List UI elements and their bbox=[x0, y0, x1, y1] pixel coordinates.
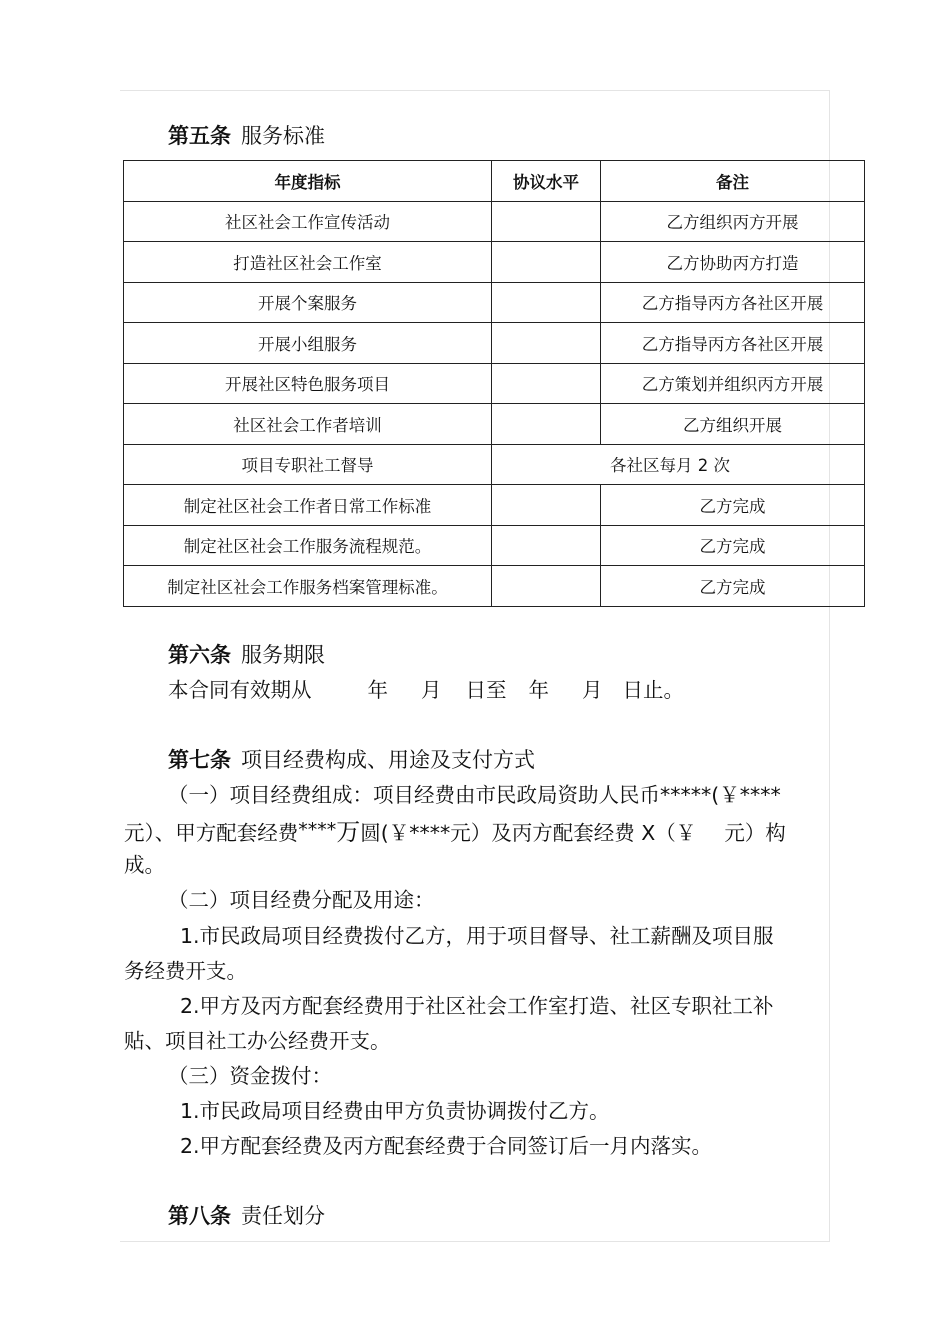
funding-line-6: 务经费开支。 bbox=[124, 959, 247, 983]
level-cell bbox=[492, 525, 601, 566]
level-cell bbox=[492, 485, 601, 526]
note-cell: 乙方组织开展 bbox=[601, 404, 865, 445]
funding-line-7: 2.甲方及丙方配套经费用于社区社会工作室打造、社区专职社工补 bbox=[180, 994, 774, 1018]
note-cell: 乙方策划并组织丙方开展 bbox=[601, 363, 865, 404]
funding-text: 元）、甲方配套经费 bbox=[124, 821, 299, 845]
level-cell bbox=[492, 282, 601, 323]
funding-line-4: （二）项目经费分配及用途： bbox=[168, 888, 435, 912]
article-title: 项目经费构成、用途及支付方式 bbox=[241, 748, 535, 772]
indicator-cell: 社区社会工作宣传活动 bbox=[124, 201, 492, 242]
note-cell: 乙方协助丙方打造 bbox=[601, 242, 865, 283]
funding-line-9: （三）资金拨付： bbox=[168, 1064, 332, 1088]
funding-line-2 bbox=[124, 816, 786, 847]
note-cell: 乙方完成 bbox=[601, 525, 865, 566]
term-year: 年 bbox=[367, 678, 388, 702]
article-8-heading bbox=[168, 1202, 325, 1230]
header-note: 备注 bbox=[601, 161, 865, 202]
note-cell: 乙方完成 bbox=[601, 566, 865, 607]
indicator-cell: 制定社区社会工作服务档案管理标准。 bbox=[124, 566, 492, 607]
funding-line-10: 1.市民政局项目经费由甲方负责协调拨付乙方。 bbox=[180, 1099, 610, 1123]
table-row bbox=[124, 566, 865, 607]
term-end: 日止。 bbox=[622, 678, 684, 702]
note-cell: 乙方组织丙方开展 bbox=[601, 201, 865, 242]
term-month: 月 bbox=[421, 678, 442, 702]
term-day-to: 日至 bbox=[465, 678, 507, 702]
article-number: 第八条 bbox=[168, 1204, 231, 1228]
funding-stars: **** bbox=[298, 819, 337, 841]
header-indicator: 年度指标 bbox=[124, 161, 492, 202]
note-cell: 乙方指导丙方各社区开展 bbox=[601, 323, 865, 364]
table-row bbox=[124, 525, 865, 566]
level-cell bbox=[492, 566, 601, 607]
note-cell: 乙方指导丙方各社区开展 bbox=[601, 282, 865, 323]
funding-line-1: （一）项目经费组成：项目经费由市民政局资助人民币*****(￥**** bbox=[168, 783, 781, 807]
indicator-cell: 制定社区社会工作者日常工作标准 bbox=[124, 485, 492, 526]
funding-line-3: 成。 bbox=[124, 853, 165, 877]
header-level: 协议水平 bbox=[492, 161, 601, 202]
merged-level-cell: 各社区每月 2 次 bbox=[492, 444, 865, 485]
funding-line-11: 2.甲方配套经费及丙方配套经费于合同签订后一月内落实。 bbox=[180, 1134, 713, 1158]
table-row bbox=[124, 444, 865, 485]
table-header-row bbox=[124, 161, 865, 202]
service-standard-table bbox=[123, 160, 865, 607]
table-row bbox=[124, 363, 865, 404]
article-6-heading bbox=[168, 641, 325, 669]
funding-line-5: 1.市民政局项目经费拨付乙方，用于项目督导、社工薪酬及项目服 bbox=[180, 924, 774, 948]
article-5-heading bbox=[168, 122, 325, 150]
indicator-cell: 开展个案服务 bbox=[124, 282, 492, 323]
term-prefix: 本合同有效期从 bbox=[168, 678, 312, 702]
indicator-cell: 项目专职社工督导 bbox=[124, 444, 492, 485]
indicator-cell: 制定社区社会工作服务流程规范。 bbox=[124, 525, 492, 566]
article-number: 第六条 bbox=[168, 643, 231, 667]
table-row bbox=[124, 404, 865, 445]
level-cell bbox=[492, 323, 601, 364]
indicator-cell: 开展小组服务 bbox=[124, 323, 492, 364]
term-paragraph bbox=[168, 676, 684, 704]
table-row bbox=[124, 485, 865, 526]
article-title: 服务期限 bbox=[241, 643, 325, 667]
funding-line-8: 贴、项目社工办公经费开支。 bbox=[124, 1029, 391, 1053]
indicator-cell: 打造社区社会工作室 bbox=[124, 242, 492, 283]
funding-text: 元）构 bbox=[724, 821, 786, 845]
table-row bbox=[124, 282, 865, 323]
indicator-cell: 社区社会工作者培训 bbox=[124, 404, 492, 445]
level-cell bbox=[492, 404, 601, 445]
indicator-cell: 开展社区特色服务项目 bbox=[124, 363, 492, 404]
article-title: 责任划分 bbox=[241, 1204, 325, 1228]
note-cell: 乙方完成 bbox=[601, 485, 865, 526]
level-cell bbox=[492, 201, 601, 242]
table-row bbox=[124, 323, 865, 364]
article-7-heading bbox=[168, 746, 535, 774]
funding-text: 圆(￥****元）及丙方配套经费 X（￥ bbox=[360, 821, 697, 845]
funding-wan: 万 bbox=[336, 818, 361, 846]
term-month2: 月 bbox=[582, 678, 603, 702]
article-title: 服务标准 bbox=[241, 124, 325, 148]
article-number: 第五条 bbox=[168, 124, 231, 148]
level-cell bbox=[492, 363, 601, 404]
table-row bbox=[124, 201, 865, 242]
term-year2: 年 bbox=[528, 678, 549, 702]
level-cell bbox=[492, 242, 601, 283]
table-row bbox=[124, 242, 865, 283]
article-number: 第七条 bbox=[168, 748, 231, 772]
